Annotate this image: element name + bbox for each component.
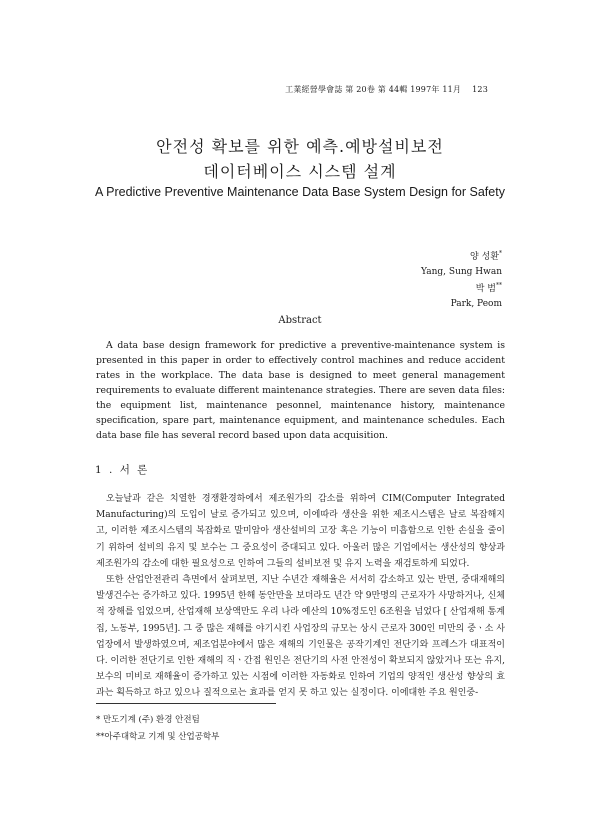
author-1-mark: * (499, 250, 502, 257)
footnote-2: **아주대학교 기계 및 산업공학부 (96, 732, 220, 742)
page-number: 123 (472, 85, 488, 94)
footnotes (96, 712, 219, 746)
abstract-text: A data base design framework for predictive a preventive-maintenance system is presented in this paper in order to effectively control machines and reduce accident rates in the workplace. The data base is designed to meet general management requirements to evaluate different maintenance strategies. There are seven data files: the equipment list, maintenance pesonnel, maintenance history, maintenance specification, spare part, maintenance equipment, and maintenance schedules. Each data base file has several record based upon data acquisition. (96, 340, 505, 441)
footnote-1: * 만도기계 (주) 환경 안전팀 (96, 715, 200, 725)
author-2-english: Park, Peom (450, 298, 502, 309)
author-2-mark: ** (496, 282, 502, 289)
body-paragraph-2: 또한 산업안전관리 측면에서 살펴보면, 지난 수년간 재해율은 서서히 감소하고 있는 반면, 중대재해의 발생건수는 증가하고 있다. 1995년 한해 동안만을 보더라도 년간 약 9만명의 근로자가 사망하거나, 신체적 장해를 입었으며, 산업재해 보상액만도 우리 나라 예산의 10%정도인 6조원을 넘었다 [ 산업재해 통계집, 노동부, 1995년]. 그 중 많은 재해를 야기시킨 사업장의 규모는 상시 근로자 300인 미만의 중ㆍ소 사업장에서 발생하였으며, 제조업분야에서 많은 재해의 기인물은 공작기계인 전단기와 프레스가 대표적이다. 이러한 전단기로 인한 재해의 직ㆍ간접 원인은 전단기의 사전 안전성이 확보되지 않았거나 또는 유지, 보수의 미비로 재해율이 증가하고 있는 시점에 이러한 자동화로 인하여 기업의 양적인 생산성 향상의 효과는 획득하고 하고 있으나 질적으로는 효과를 얻지 못 하고 있는 실정이다. 이에대한 주요 원인중- (96, 575, 505, 699)
running-header (285, 84, 488, 95)
body-text (96, 491, 505, 702)
english-title: A Predictive Preventive Maintenance Data Base System Design for Safety (95, 185, 505, 199)
body-paragraph-1: 오늘날과 같은 치열한 경쟁환경하에서 제조원가의 감소를 위하여 CIM(Computer Integrated Manufacturing)의 도입이 날로 증가되고 있으며, 이에따라 생산을 위한 제조시스템은 날로 복잡해지고, 이러한 제조시스템의 복잡화로 말미암아 생산설비의 고장 혹은 기능이 미흡함으로 인한 손실을 줄이기 위하여 설비의 유지 및 보수는 그 중요성이 증대되고 있다. 아울러 많은 기업에서는 생산성의 향상과 제조원가의 감소에 대한 필요성으로 인하여 그들의 설비보전 및 유지 노력을 재검토하게 되었다. (96, 494, 505, 569)
korean-title-line2: 데이터베이스 시스템 설계 (203, 162, 397, 181)
author-1-english: Yang, Sung Hwan (421, 266, 502, 277)
korean-title-line1: 안전성 확보를 위한 예측.예방설비보전 (156, 137, 444, 156)
author-1-korean: 양 성환* (470, 250, 502, 262)
author-block (421, 247, 502, 311)
footnote-rule (96, 703, 276, 704)
journal-citation: 工業經營學會誌 第 20卷 第 44輯 1997年 11月 (285, 85, 462, 94)
section-heading: 1 . 서 론 (95, 464, 150, 476)
author-2-korean: 박 범** (475, 282, 502, 294)
abstract-heading: Abstract (278, 315, 322, 326)
